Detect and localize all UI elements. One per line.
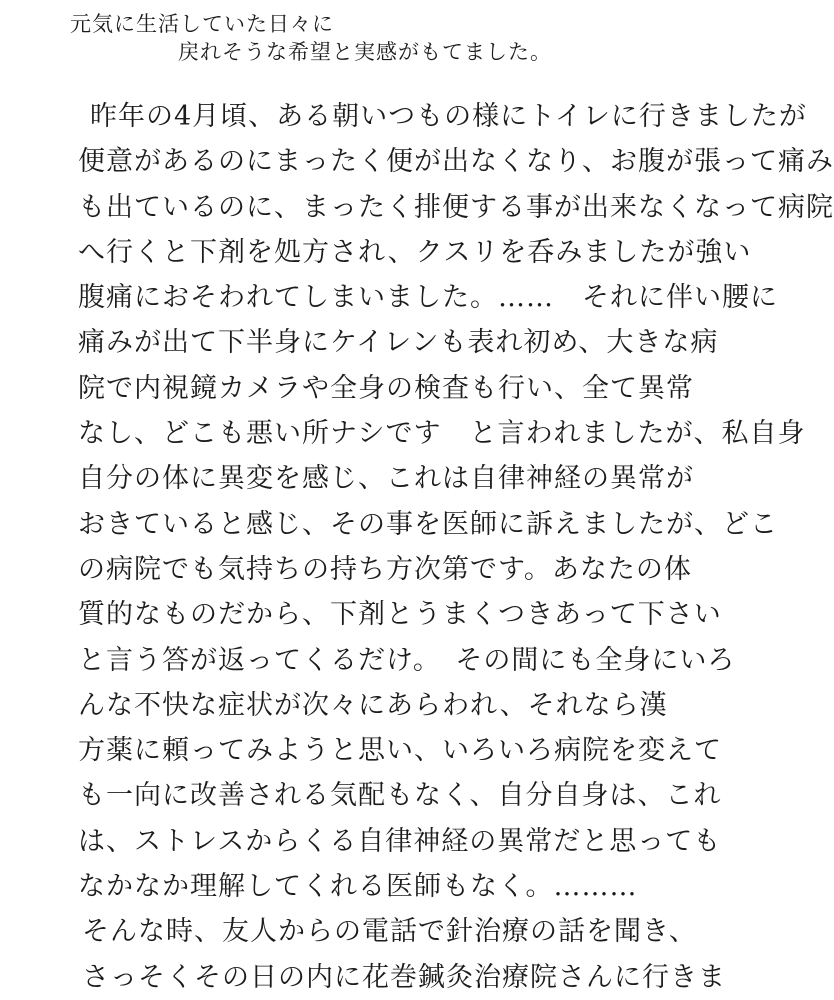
body-line-5: 腹痛におそわれてしまいました。…… それに伴い腰に [78, 282, 778, 314]
body-line-4: へ行くと下剤を処方され、クスリを呑みましたが強い [78, 236, 752, 268]
body-line-3: も出ているのに、まったく排便する事が出来なくなって病院 [78, 191, 834, 223]
body-line-17: は、ストレスからくる自律神経の異常だと思っても [78, 825, 722, 857]
body-line-11: の病院でも気持ちの持ち方次第です。あなたの体 [78, 553, 692, 585]
body-line-20: さっそくその日の内に花巻鍼灸治療院さんに行きま [82, 961, 726, 993]
body-line-7: 院で内視鏡カメラや全身の検査も行い、全て異常 [78, 372, 694, 404]
body-line-16: も一向に改善される気配もなく、自分自身は、これ [78, 780, 722, 812]
body-line-6: 痛みが出て下半身にケイレンも表れ初め、大きな病 [78, 327, 719, 359]
heading-line-1: 元気に生活していた日々に [70, 12, 334, 36]
body-line-2: 便意があるのにまったく便が出なくなり、お腹が張って痛み [78, 146, 834, 178]
body-line-13: と言う答が返ってくるだけ。 その間にも全身にいろ [78, 644, 736, 676]
body-line-9: 自分の体に異変を感じ、これは自律神経の異常が [78, 463, 694, 495]
heading-line-2: 戻れそうな希望と実感がもてました。 [178, 40, 552, 64]
body-line-1: 昨年の4月頃、ある朝いつもの様にトイレに行きましたが [90, 101, 807, 132]
body-line-15: 方薬に頼ってみようと思い、いろいろ病院を変えて [78, 735, 722, 767]
body-line-19: そんな時、友人からの電話で針治療の話を聞き、 [82, 916, 697, 948]
body-line-12: 質的なものだから、下剤とうまくつきあって下さい [78, 599, 722, 631]
letter-body [78, 94, 834, 1000]
letter-heading [70, 10, 690, 66]
body-line-8: なし、どこも悪い所ナシです と言われましたが、私自身 [78, 418, 806, 450]
body-line-14: んな不快な症状が次々にあらわれ、それなら漢 [78, 689, 668, 721]
body-line-10: おきていると感じ、その事を医師に訴えましたが、どこ [78, 508, 778, 540]
body-line-18: なかなか理解してくれる医師もなく。……… [78, 871, 638, 903]
